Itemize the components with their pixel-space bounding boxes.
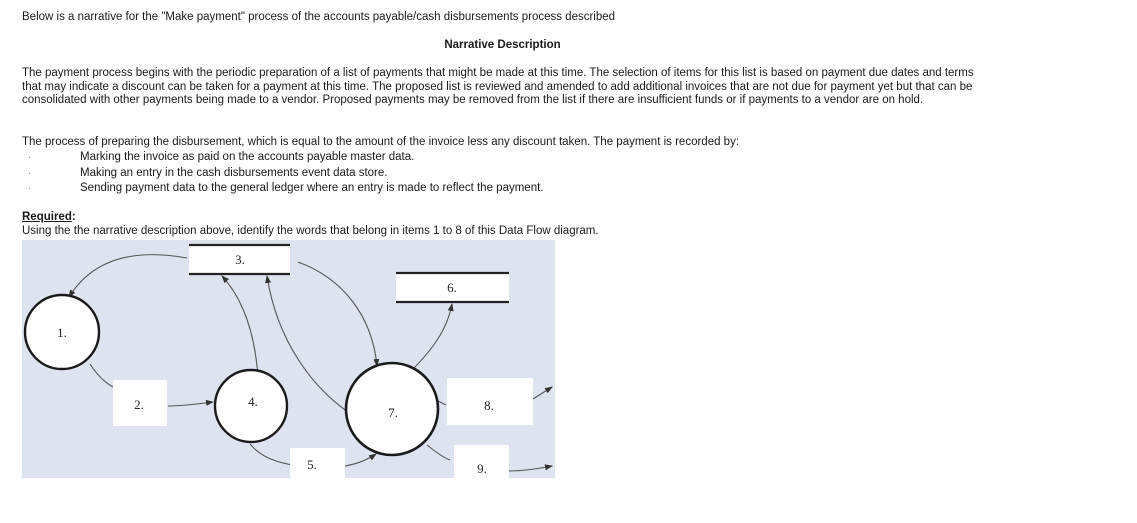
required-colon: :	[71, 211, 76, 223]
label-9: 9.	[477, 461, 487, 476]
recording-steps-list	[22, 150, 543, 197]
label-7: 7.	[388, 405, 398, 420]
instruction-text: Using the the narrative description above, identify the words that belong in items 1 to 8 of this Data Flow diagram.	[22, 225, 599, 237]
list-item-text: Making an entry in the cash disbursements event data store.	[80, 166, 388, 179]
entity-box-8	[447, 378, 533, 425]
data-store-3	[189, 245, 290, 274]
data-store-6	[396, 273, 509, 302]
process-bubble-4	[215, 370, 287, 442]
flow-8-out	[533, 387, 552, 399]
label-8: 8.	[484, 398, 494, 413]
data-flow-diagram-svg	[22, 240, 555, 478]
entity-box-5	[290, 448, 345, 478]
list-item-text: Marking the invoice as paid on the accounts payable master data.	[80, 151, 415, 163]
flow-7-to-9	[427, 445, 450, 460]
flow-3-to-7	[298, 262, 377, 366]
narrative-paragraph-2: The process of preparing the disbursement, which is equal to the amount of the invoice less any discount taken. The payment is recorded by:	[22, 136, 740, 148]
flow-5-to-7	[345, 454, 376, 466]
flow-4-to-3	[222, 276, 258, 377]
label-2: 2.	[134, 397, 144, 412]
label-6: 6.	[447, 280, 457, 295]
process-bubble-7	[346, 363, 438, 455]
flow-4-to-5	[250, 444, 292, 465]
flow-7-to-6	[412, 304, 452, 370]
entity-box-9	[454, 445, 509, 478]
required-label: Required	[22, 211, 72, 223]
process-bubble-1	[25, 295, 99, 369]
label-4: 4.	[248, 394, 258, 409]
list-item	[22, 166, 543, 182]
data-flow-diagram	[22, 240, 555, 478]
flow-9-out	[509, 466, 552, 471]
label-5: 5.	[307, 457, 317, 472]
list-item-text: Sending payment data to the general ledger where an entry is made to reflect the payment.	[80, 182, 544, 194]
intro-text: Below is a narrative for the "Make payment" process of the accounts payable/cash disbursements process described	[22, 11, 616, 23]
list-item	[22, 150, 543, 166]
bullet-icon: ·	[28, 167, 31, 178]
required-heading	[22, 211, 76, 223]
entity-box-2	[113, 380, 167, 426]
flow-1-to-2	[90, 364, 113, 387]
flow-3-to-1	[69, 255, 187, 297]
label-3: 3.	[235, 252, 245, 267]
narrative-paragraph-1: The payment process begins with the periodic preparation of a list of payments that might be made at this time. The selection of items for this list is based on payment due dates and terms that may indicate a discount can be taken for a payment at this time. The proposed list is reviewed and amended to add additional invoices that are not due for payment yet but that can be consolidated with other payments being made to a vendor. Proposed payments may be removed from the list if there are insufficient funds or if payments to a vendor are on hold.	[22, 67, 974, 106]
bullet-icon: ·	[28, 183, 31, 193]
label-1: 1.	[57, 325, 67, 340]
narrative-heading: Narrative Description	[444, 39, 561, 51]
flow-2-to-4	[168, 402, 213, 406]
list-item	[22, 181, 543, 197]
bullet-icon: ·	[28, 152, 31, 162]
